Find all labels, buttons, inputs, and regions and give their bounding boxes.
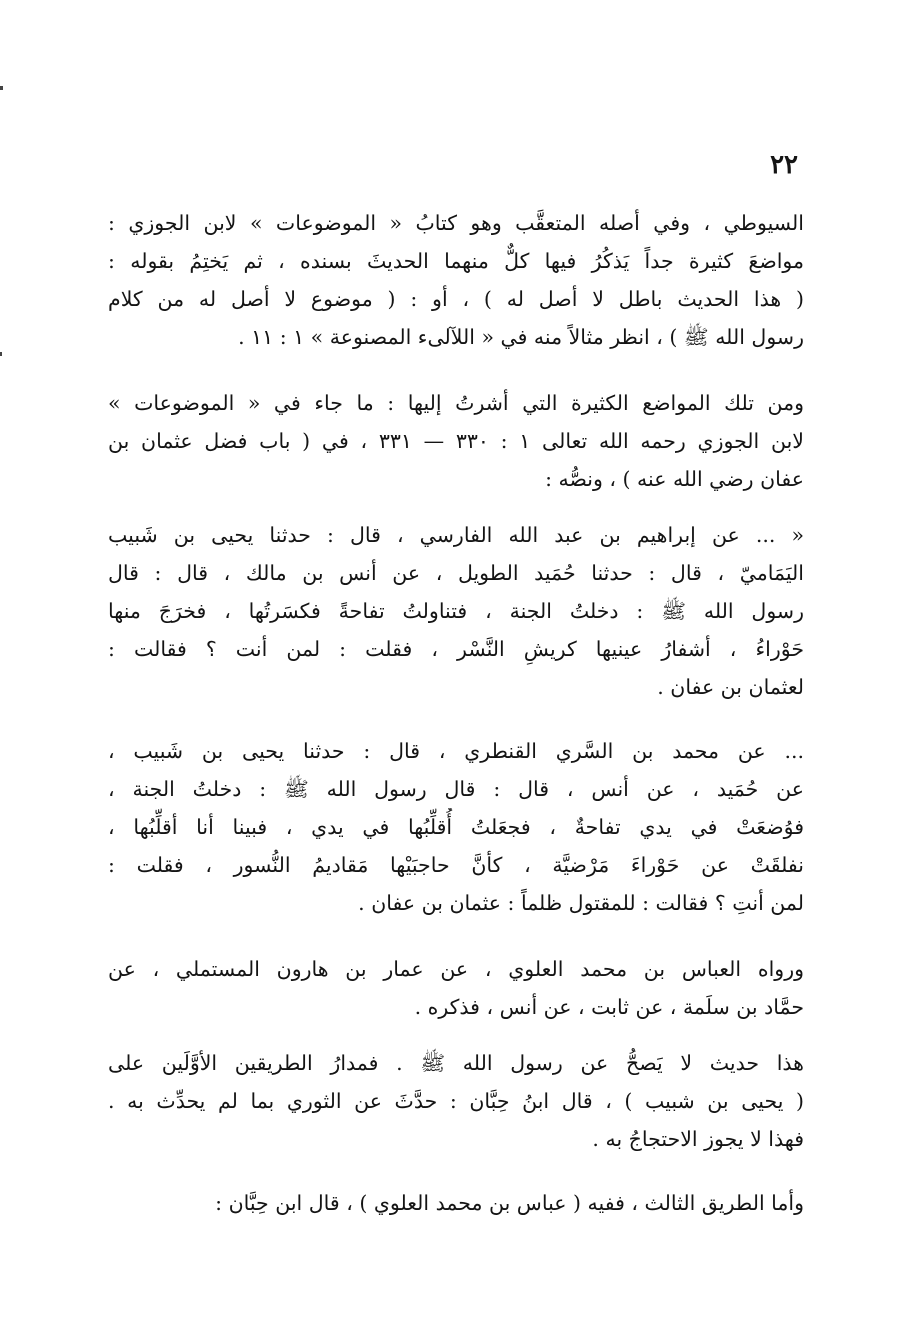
paragraph-judgement	[108, 1044, 804, 1158]
text-line: حمَّاد بن سلَمة ، عن ثابت ، عن أنس ، فذكره .	[414, 995, 804, 1019]
text-line: رسول الله ﷺ ) ، انظر مثالاً منه في « اللآلىء المصنوعة » ١ : ١١ .	[238, 325, 804, 349]
text-line: ( هذا الحديث باطل لا أصل له ) ، أو : ( موضوع لا أصل له من كلام	[108, 287, 804, 311]
paragraph-hadith-quote-2	[108, 732, 804, 922]
paragraph-hadith-quote-1	[108, 516, 804, 706]
text-line: حَوْراءُ ، أشفارُ عينيها كريشِ النَّسْر ، فقلت : لمن أنت ؟ فقالت :	[108, 637, 804, 661]
text-line: ... عن محمد بن السَّري القنطري ، قال : حدثنا يحيى بن شَبيب ،	[108, 739, 804, 763]
text-line: عن حُمَيد ، عن أنس ، قال : قال رسول الله ﷺ : دخلتُ الجنة ،	[108, 777, 804, 801]
text-line: رسول الله ﷺ : دخلتُ الجنة ، فتناولتُ تفاحةً فكسَرتُها ، فخرَجَ منها	[108, 599, 804, 623]
scan-edge-mark	[0, 352, 2, 356]
text-line: نفلقَتْ عن حَوْراءَ مَرْضيَّة ، كأنَّ حاجبَيْها مَقاديمُ النُّسور ، فقلت :	[108, 853, 804, 877]
page-number: ٢٢	[770, 150, 798, 180]
text-line: ( يحيى بن شبيب ) ، قال ابنُ حِبَّان : حدَّثَ عن الثوري بما لم يحدِّث به .	[108, 1089, 804, 1113]
text-line: ورواه العباس بن محمد العلوي ، عن عمار بن هارون المستملي ، عن	[108, 957, 804, 981]
text-line: فهذا لا يجوز الاحتجاجُ به .	[592, 1127, 804, 1151]
paragraph-mawdu-at-reference	[108, 384, 804, 498]
text-line: لابن الجوزي رحمه الله تعالى ١ : ٣٣٠ — ٣٣١ ، في ( باب فضل عثمان بن	[108, 429, 804, 453]
text-line: « ... عن إبراهيم بن عبد الله الفارسي ، قال : حدثنا يحيى بن شَبيب	[108, 523, 804, 547]
text-line: عفان رضي الله عنه ) ، ونصُّه :	[545, 467, 804, 491]
paragraph-third-path	[108, 1184, 804, 1222]
text-line: هذا حديث لا يَصحُّ عن رسول الله ﷺ . فمدارُ الطريقين الأوَّلَين على	[108, 1051, 804, 1075]
text-line: ومن تلك المواضع الكثيرة التي أشرتُ إليها : ما جاء في « الموضوعات »	[108, 391, 804, 415]
text-line: لعثمان بن عفان .	[657, 675, 804, 699]
paragraph-third-chain	[108, 950, 804, 1026]
scan-edge-mark	[0, 86, 3, 90]
text-line: السيوطي ، وفي أصله المتعقَّب وهو كتابُ « الموضوعات » لابن الجوزي :	[108, 211, 804, 235]
text-line: وأما الطريق الثالث ، ففيه ( عباس بن محمد العلوي ) ، قال ابن حِبَّان :	[215, 1191, 804, 1215]
text-line: اليَمَاميّ ، قال : حدثنا حُمَيد الطويل ، عن أنس بن مالك ، قال : قال	[108, 561, 804, 585]
text-line: مواضعَ كثيرة جداً يَذكُرُ فيها كلٌّ منهما الحديثَ بسنده ، ثم يَختِمُ بقوله :	[108, 249, 804, 273]
text-line: لمن أنتِ ؟ فقالت : للمقتول ظلماً : عثمان بن عفان .	[358, 891, 804, 915]
text-line: فوُضعَتْ في يدي تفاحةٌ ، فجعَلتُ أُقلِّبُها في يدي ، فبينا أنا أقلِّبُها ،	[108, 815, 804, 839]
paragraph-intro	[108, 204, 804, 356]
